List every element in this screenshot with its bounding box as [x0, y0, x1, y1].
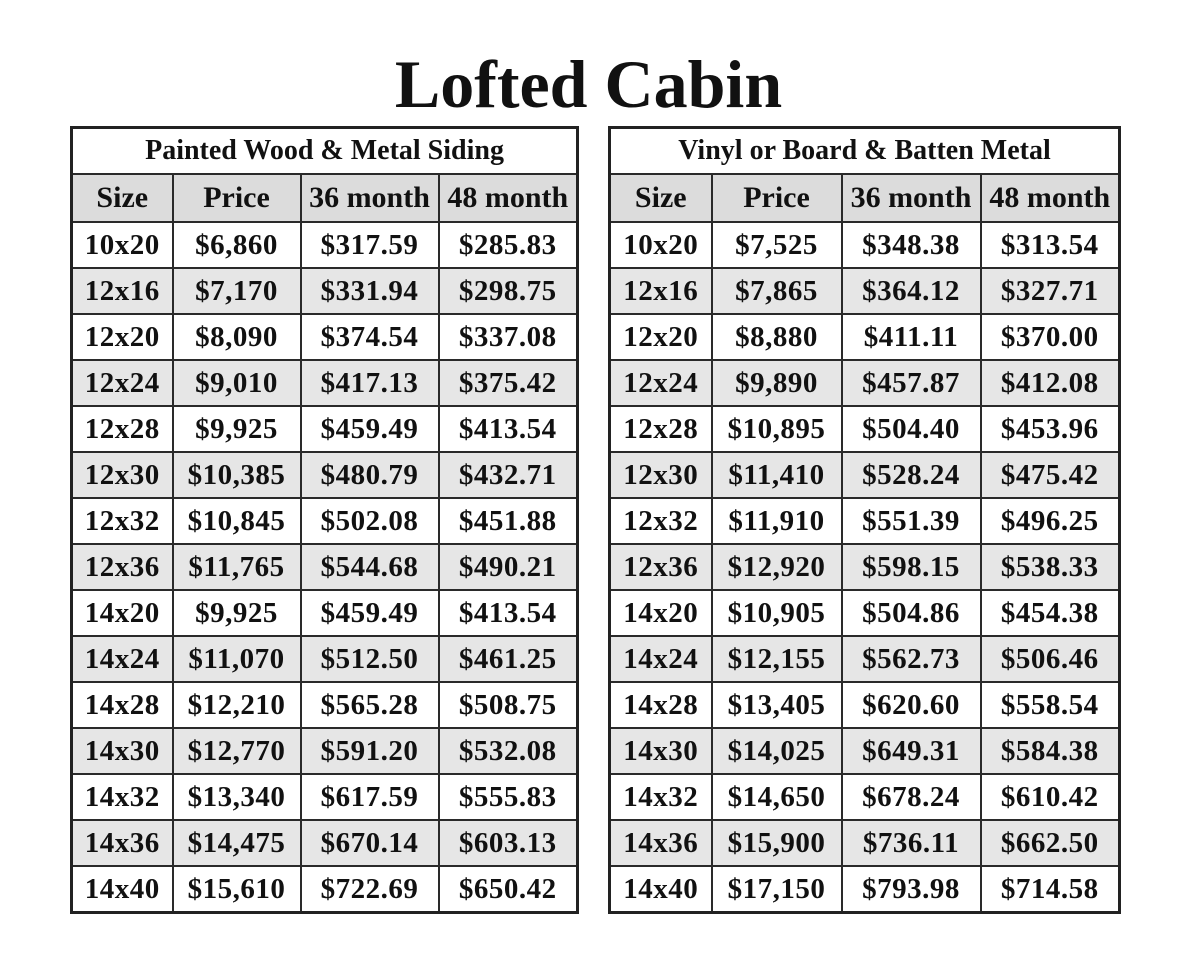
table-row — [72, 314, 578, 360]
payment-48-month-cell: $603.13 — [439, 820, 578, 866]
payment-36-month-cell: $562.73 — [842, 636, 981, 682]
price-cell: $15,610 — [173, 866, 301, 913]
price-cell: $11,765 — [173, 544, 301, 590]
table-row — [610, 866, 1120, 913]
size-cell: 14x30 — [72, 728, 173, 774]
price-cell: $8,880 — [712, 314, 842, 360]
price-cell: $10,385 — [173, 452, 301, 498]
payment-36-month-cell: $331.94 — [301, 268, 439, 314]
table-row — [610, 728, 1120, 774]
payment-48-month-cell: $412.08 — [981, 360, 1120, 406]
size-cell: 14x20 — [72, 590, 173, 636]
price-cell: $11,410 — [712, 452, 842, 498]
column-header-36-month: 36 month — [301, 174, 439, 222]
table-row — [72, 590, 578, 636]
payment-48-month-cell: $555.83 — [439, 774, 578, 820]
table-row — [72, 636, 578, 682]
page-title: Lofted Cabin — [394, 46, 783, 122]
size-cell: 14x20 — [610, 590, 712, 636]
table-row — [610, 360, 1120, 406]
size-cell: 14x24 — [610, 636, 712, 682]
size-cell: 12x24 — [610, 360, 712, 406]
payment-36-month-cell: $317.59 — [301, 222, 439, 268]
payment-48-month-cell: $413.54 — [439, 590, 578, 636]
price-cell: $9,925 — [173, 590, 301, 636]
price-table-painted-wood — [70, 126, 579, 914]
payment-36-month-cell: $459.49 — [301, 590, 439, 636]
payment-36-month-cell: $722.69 — [301, 866, 439, 913]
column-header-row — [610, 174, 1120, 222]
size-cell: 14x28 — [610, 682, 712, 728]
payment-48-month-cell: $610.42 — [981, 774, 1120, 820]
column-header-price: Price — [712, 174, 842, 222]
payment-36-month-cell: $502.08 — [301, 498, 439, 544]
size-cell: 14x36 — [610, 820, 712, 866]
table-caption: Vinyl or Board & Batten Metal — [610, 128, 1120, 175]
payment-48-month-cell: $532.08 — [439, 728, 578, 774]
payment-48-month-cell: $453.96 — [981, 406, 1120, 452]
payment-36-month-cell: $551.39 — [842, 498, 981, 544]
table-row — [72, 452, 578, 498]
table-row — [72, 682, 578, 728]
table-row — [610, 636, 1120, 682]
payment-48-month-cell: $496.25 — [981, 498, 1120, 544]
payment-48-month-cell: $337.08 — [439, 314, 578, 360]
size-cell: 12x30 — [610, 452, 712, 498]
price-cell: $9,890 — [712, 360, 842, 406]
size-cell: 12x32 — [72, 498, 173, 544]
table-row — [610, 544, 1120, 590]
table-row — [610, 590, 1120, 636]
payment-48-month-cell: $714.58 — [981, 866, 1120, 913]
payment-36-month-cell: $678.24 — [842, 774, 981, 820]
price-cell: $7,865 — [712, 268, 842, 314]
size-cell: 14x32 — [72, 774, 173, 820]
payment-36-month-cell: $736.11 — [842, 820, 981, 866]
size-cell: 12x36 — [610, 544, 712, 590]
payment-48-month-cell: $313.54 — [981, 222, 1120, 268]
table-row — [72, 406, 578, 452]
table-row — [72, 498, 578, 544]
table-row — [72, 728, 578, 774]
column-header-size: Size — [610, 174, 712, 222]
payment-36-month-cell: $620.60 — [842, 682, 981, 728]
column-header-price: Price — [173, 174, 301, 222]
table-row — [610, 268, 1120, 314]
payment-36-month-cell: $480.79 — [301, 452, 439, 498]
size-cell: 14x40 — [72, 866, 173, 913]
payment-36-month-cell: $504.86 — [842, 590, 981, 636]
table-caption: Painted Wood & Metal Siding — [72, 128, 578, 175]
payment-48-month-cell: $432.71 — [439, 452, 578, 498]
payment-48-month-cell: $370.00 — [981, 314, 1120, 360]
payment-36-month-cell: $598.15 — [842, 544, 981, 590]
size-cell: 12x20 — [72, 314, 173, 360]
price-cell: $12,155 — [712, 636, 842, 682]
price-cell: $12,210 — [173, 682, 301, 728]
payment-48-month-cell: $475.42 — [981, 452, 1120, 498]
table-row — [72, 866, 578, 913]
price-cell: $12,920 — [712, 544, 842, 590]
size-cell: 12x30 — [72, 452, 173, 498]
size-cell: 12x16 — [72, 268, 173, 314]
payment-48-month-cell: $508.75 — [439, 682, 578, 728]
table-row — [72, 222, 578, 268]
payment-48-month-cell: $298.75 — [439, 268, 578, 314]
size-cell: 14x36 — [72, 820, 173, 866]
price-cell: $13,340 — [173, 774, 301, 820]
table-row — [610, 452, 1120, 498]
price-cell: $15,900 — [712, 820, 842, 866]
table-row — [72, 544, 578, 590]
payment-36-month-cell: $417.13 — [301, 360, 439, 406]
payment-36-month-cell: $411.11 — [842, 314, 981, 360]
price-cell: $10,905 — [712, 590, 842, 636]
payment-48-month-cell: $650.42 — [439, 866, 578, 913]
payment-36-month-cell: $649.31 — [842, 728, 981, 774]
payment-36-month-cell: $374.54 — [301, 314, 439, 360]
table-row — [610, 498, 1120, 544]
size-cell: 14x24 — [72, 636, 173, 682]
price-cell: $12,770 — [173, 728, 301, 774]
payment-36-month-cell: $364.12 — [842, 268, 981, 314]
size-cell: 12x16 — [610, 268, 712, 314]
price-cell: $10,895 — [712, 406, 842, 452]
size-cell: 12x28 — [610, 406, 712, 452]
price-cell: $9,010 — [173, 360, 301, 406]
payment-36-month-cell: $617.59 — [301, 774, 439, 820]
payment-48-month-cell: $461.25 — [439, 636, 578, 682]
price-cell: $10,845 — [173, 498, 301, 544]
payment-48-month-cell: $662.50 — [981, 820, 1120, 866]
table-body — [610, 222, 1120, 913]
column-header-size: Size — [72, 174, 173, 222]
table-row — [72, 268, 578, 314]
payment-36-month-cell: $504.40 — [842, 406, 981, 452]
payment-48-month-cell: $375.42 — [439, 360, 578, 406]
size-cell: 14x30 — [610, 728, 712, 774]
payment-48-month-cell: $413.54 — [439, 406, 578, 452]
price-cell: $9,925 — [173, 406, 301, 452]
table-row — [72, 774, 578, 820]
payment-36-month-cell: $459.49 — [301, 406, 439, 452]
price-cell: $13,405 — [712, 682, 842, 728]
payment-36-month-cell: $670.14 — [301, 820, 439, 866]
payment-48-month-cell: $558.54 — [981, 682, 1120, 728]
payment-36-month-cell: $793.98 — [842, 866, 981, 913]
table-body — [72, 222, 578, 913]
payment-48-month-cell: $584.38 — [981, 728, 1120, 774]
payment-48-month-cell: $538.33 — [981, 544, 1120, 590]
payment-36-month-cell: $528.24 — [842, 452, 981, 498]
payment-36-month-cell: $348.38 — [842, 222, 981, 268]
payment-48-month-cell: $451.88 — [439, 498, 578, 544]
payment-36-month-cell: $565.28 — [301, 682, 439, 728]
payment-48-month-cell: $490.21 — [439, 544, 578, 590]
table-row — [610, 406, 1120, 452]
table-row — [610, 682, 1120, 728]
price-cell: $11,070 — [173, 636, 301, 682]
payment-48-month-cell: $327.71 — [981, 268, 1120, 314]
table-row — [610, 314, 1120, 360]
payment-48-month-cell: $285.83 — [439, 222, 578, 268]
price-cell: $14,025 — [712, 728, 842, 774]
column-header-36-month: 36 month — [842, 174, 981, 222]
size-cell: 10x20 — [72, 222, 173, 268]
price-cell: $14,650 — [712, 774, 842, 820]
size-cell: 12x32 — [610, 498, 712, 544]
size-cell: 12x36 — [72, 544, 173, 590]
column-header-row — [72, 174, 578, 222]
column-header-48-month: 48 month — [439, 174, 578, 222]
size-cell: 12x28 — [72, 406, 173, 452]
size-cell: 10x20 — [610, 222, 712, 268]
price-table-vinyl-board-batten — [608, 126, 1121, 914]
table-row — [72, 360, 578, 406]
payment-36-month-cell: $457.87 — [842, 360, 981, 406]
table-row — [610, 774, 1120, 820]
size-cell: 12x20 — [610, 314, 712, 360]
size-cell: 14x40 — [610, 866, 712, 913]
table-row — [72, 820, 578, 866]
column-header-48-month: 48 month — [981, 174, 1120, 222]
price-cell: $7,525 — [712, 222, 842, 268]
payment-48-month-cell: $454.38 — [981, 590, 1120, 636]
payment-36-month-cell: $512.50 — [301, 636, 439, 682]
payment-36-month-cell: $591.20 — [301, 728, 439, 774]
price-cell: $7,170 — [173, 268, 301, 314]
table-row — [610, 820, 1120, 866]
table-row — [610, 222, 1120, 268]
price-cell: $14,475 — [173, 820, 301, 866]
size-cell: 12x24 — [72, 360, 173, 406]
size-cell: 14x28 — [72, 682, 173, 728]
size-cell: 14x32 — [610, 774, 712, 820]
price-cell: $11,910 — [712, 498, 842, 544]
price-cell: $6,860 — [173, 222, 301, 268]
payment-48-month-cell: $506.46 — [981, 636, 1120, 682]
payment-36-month-cell: $544.68 — [301, 544, 439, 590]
price-cell: $17,150 — [712, 866, 842, 913]
price-cell: $8,090 — [173, 314, 301, 360]
